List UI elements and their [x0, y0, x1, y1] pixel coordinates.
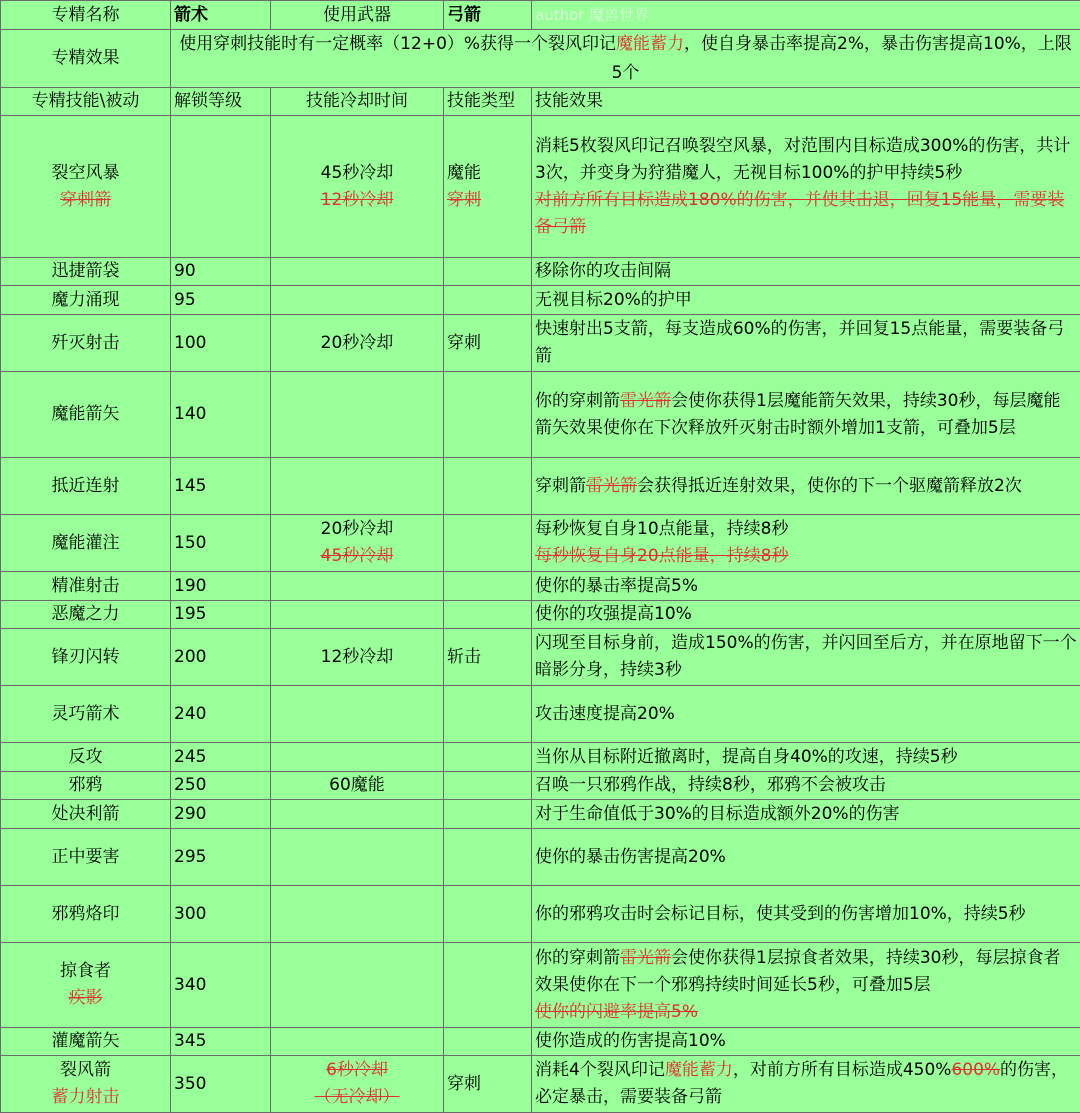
- skill-name: 魔能灌注: [1, 515, 171, 572]
- skill-effect: 消耗4个裂风印记魔能蓄力，对前方所有目标造成450%600%的伤害，必定暴击，需要装备弓箭: [532, 1056, 1080, 1113]
- spec-name-label: 专精名称: [1, 1, 171, 30]
- table-row: [1, 829, 1080, 886]
- skill-effect: 使你造成的伤害提高10%: [532, 1028, 1080, 1056]
- skill-type: [444, 829, 532, 886]
- skill-level: 245: [171, 743, 271, 772]
- skill-level: [171, 116, 271, 258]
- skill-effect: 无视目标20%的护甲: [532, 286, 1080, 315]
- skill-effect: 你的穿刺箭雷光箭会使你获得1层魔能箭矢效果，持续30秒，每层魔能箭矢效果使你在下次释放歼灭射击时额外增加1支箭，可叠加5层: [532, 372, 1080, 458]
- table-row: [1, 315, 1080, 372]
- skill-level: 145: [171, 458, 271, 515]
- skill-name: 抵近连射: [1, 458, 171, 515]
- skill-name: 灌魔箭矢: [1, 1028, 171, 1056]
- skill-level: 340: [171, 943, 271, 1028]
- skill-type-old: 穿刺: [447, 187, 528, 214]
- skill-name: 掠食者 疾影: [1, 943, 171, 1028]
- spec-effect-highlight: 魔能蓄力: [616, 34, 684, 54]
- skill-effect: 闪现至目标身前，造成150%的伤害，并闪回至后方，并在原地留下一个暗影分身，持续3秒: [532, 629, 1080, 686]
- col-skill: 专精技能\被动: [1, 88, 171, 116]
- skill-name: 迅捷箭袋: [1, 258, 171, 286]
- skill-cooldown: [271, 458, 444, 515]
- skill-effect-old: 每秒恢复自身20点能量，持续8秒: [535, 543, 1077, 570]
- skill-effect: 你的穿刺箭雷光箭会使你获得1层掠食者效果，持续30秒，每层掠食者效果使你在下一个邪鸦持续时间延长5秒，可叠加5层 使你的闪避率提高5%: [532, 943, 1080, 1028]
- table-row: [1, 116, 1080, 258]
- skill-effect: 消耗5枚裂风印记召唤裂空风暴，对范围内目标造成300%的伤害，共计3次，并变身为狩猎魔人，无视目标100%的护甲持续5秒 对前方所有目标造成180%的伤害，并使其击退，回复15能量，需要装备弓箭: [532, 116, 1080, 258]
- skill-type: 穿刺: [444, 315, 532, 372]
- skill-type: [444, 515, 532, 572]
- skill-level: 90: [171, 258, 271, 286]
- skill-level: 300: [171, 886, 271, 943]
- skill-effect: 当你从目标附近撤离时，提高自身40%的攻速，持续5秒: [532, 743, 1080, 772]
- skill-effect: 攻击速度提高20%: [532, 686, 1080, 743]
- table-row: [1, 800, 1080, 829]
- spec-effect-text: 使用穿刺技能时有一定概率（12+0）%获得一个裂风印记魔能蓄力，使自身暴击率提高2%，暴击伤害提高10%，上限5个: [171, 30, 1080, 88]
- skill-name-old: 蓄力射击: [4, 1084, 167, 1111]
- table-row: [1, 886, 1080, 943]
- skill-level: 150: [171, 515, 271, 572]
- skill-type: [444, 743, 532, 772]
- skill-cooldown: 45秒冷却 12秒冷却: [271, 116, 444, 258]
- skill-effect: 穿刺箭雷光箭会获得抵近连射效果，使你的下一个驱魔箭释放2次: [532, 458, 1080, 515]
- skill-effect: 使你的暴击率提高5%: [532, 572, 1080, 601]
- skill-cooldown: [271, 886, 444, 943]
- skill-level: 345: [171, 1028, 271, 1056]
- skill-name: 魔力涌现: [1, 286, 171, 315]
- table-row: [1, 943, 1080, 1028]
- skill-type: [444, 601, 532, 629]
- skill-effect-old: 使你的闪避率提高5%: [535, 999, 1077, 1026]
- skill-effect: 快速射出5支箭，每支造成60%的伤害，并回复15点能量，需要装备弓箭: [532, 315, 1080, 372]
- skill-level: 200: [171, 629, 271, 686]
- table-row: [1, 1028, 1080, 1056]
- table-row: [1, 772, 1080, 800]
- skill-name: 反攻: [1, 743, 171, 772]
- skill-level: 190: [171, 572, 271, 601]
- skill-level: 95: [171, 286, 271, 315]
- skill-name: 锋刃闪转: [1, 629, 171, 686]
- table-row: [1, 286, 1080, 315]
- watermark: author 魔兽世界: [535, 6, 649, 24]
- spec-name-value: 箭术: [171, 1, 271, 30]
- table-row: [1, 572, 1080, 601]
- skill-type: [444, 458, 532, 515]
- skill-type: [444, 286, 532, 315]
- skill-cooldown: [271, 943, 444, 1028]
- skill-type: 魔能 穿刺: [444, 116, 532, 258]
- skill-cooldown: [271, 258, 444, 286]
- skill-type: [444, 772, 532, 800]
- table-row: [1, 629, 1080, 686]
- skill-name: 歼灭射击: [1, 315, 171, 372]
- skill-name-old: 疾影: [4, 985, 167, 1012]
- skill-cooldown: [271, 829, 444, 886]
- skill-name: 恶魔之力: [1, 601, 171, 629]
- skill-type: [444, 686, 532, 743]
- skill-effect: 对于生命值低于30%的目标造成额外20%的伤害: [532, 800, 1080, 829]
- header-row: [1, 1, 1080, 30]
- skill-cooldown: [271, 286, 444, 315]
- spec-effect-row: [1, 30, 1080, 88]
- skill-level: 295: [171, 829, 271, 886]
- skill-cooldown: 20秒冷却: [271, 315, 444, 372]
- skill-cooldown: [271, 372, 444, 458]
- col-type: 技能类型: [444, 88, 532, 116]
- watermark-cell: [532, 1, 1080, 30]
- col-effect: 技能效果: [532, 88, 1080, 116]
- skill-name: 灵巧箭术: [1, 686, 171, 743]
- skill-type: [444, 886, 532, 943]
- skill-cooldown: 12秒冷却: [271, 629, 444, 686]
- skill-effect: 召唤一只邪鸦作战，持续8秒，邪鸦不会被攻击: [532, 772, 1080, 800]
- table-row: [1, 686, 1080, 743]
- skill-cooldown: [271, 686, 444, 743]
- skill-type: [444, 572, 532, 601]
- table-row: [1, 1056, 1080, 1113]
- skill-type: [444, 372, 532, 458]
- skill-cooldown: [271, 800, 444, 829]
- skill-cooldown: [271, 601, 444, 629]
- weapon-label: 使用武器: [271, 1, 444, 30]
- skill-cooldown-old: 45秒冷却: [274, 543, 440, 570]
- skill-cooldown: [271, 1028, 444, 1056]
- table-row: [1, 372, 1080, 458]
- skill-name: 裂风箭 蓄力射击: [1, 1056, 171, 1113]
- skill-cooldown: 20秒冷却 45秒冷却: [271, 515, 444, 572]
- skill-type: 斩击: [444, 629, 532, 686]
- skill-level: 250: [171, 772, 271, 800]
- skill-name: 魔能箭矢: [1, 372, 171, 458]
- skill-cooldown: [271, 572, 444, 601]
- skill-type: [444, 1028, 532, 1056]
- skill-name: 处决利箭: [1, 800, 171, 829]
- spec-effect-label: 专精效果: [1, 30, 171, 88]
- table-row: [1, 601, 1080, 629]
- skill-name: 精准射击: [1, 572, 171, 601]
- skill-type: [444, 943, 532, 1028]
- skill-cooldown: 60魔能: [271, 772, 444, 800]
- skill-effect: 移除你的攻击间隔: [532, 258, 1080, 286]
- skill-level: 290: [171, 800, 271, 829]
- skill-effect: 你的邪鸦攻击时会标记目标，使其受到的伤害增加10%，持续5秒: [532, 886, 1080, 943]
- skill-effect: 使你的攻强提高10%: [532, 601, 1080, 629]
- skill-name: 裂空风暴 穿刺箭: [1, 116, 171, 258]
- col-cooldown: 技能冷却时间: [271, 88, 444, 116]
- skill-cooldown: 6秒冷却 （无冷却）: [271, 1056, 444, 1113]
- table-row: [1, 743, 1080, 772]
- skill-level: 100: [171, 315, 271, 372]
- weapon-value: 弓箭: [444, 1, 532, 30]
- skill-level: 195: [171, 601, 271, 629]
- skill-effect: 使你的暴击伤害提高20%: [532, 829, 1080, 886]
- col-level: 解锁等级: [171, 88, 271, 116]
- skill-effect-old: 对前方所有目标造成180%的伤害，并使其击退，回复15能量，需要装备弓箭: [535, 187, 1077, 241]
- skill-name-old: 穿刺箭: [4, 187, 167, 214]
- table-row: [1, 515, 1080, 572]
- column-header-row: [1, 88, 1080, 116]
- skill-level: 350: [171, 1056, 271, 1113]
- table-row: [1, 258, 1080, 286]
- skill-type: [444, 258, 532, 286]
- skill-level: 140: [171, 372, 271, 458]
- skill-cooldown-old: 12秒冷却: [274, 187, 440, 214]
- skill-type: 穿刺: [444, 1056, 532, 1113]
- skill-name: 正中要害: [1, 829, 171, 886]
- skill-type: [444, 800, 532, 829]
- skill-effect: 每秒恢复自身10点能量，持续8秒 每秒恢复自身20点能量，持续8秒: [532, 515, 1080, 572]
- skill-level: 240: [171, 686, 271, 743]
- skill-name: 邪鸦: [1, 772, 171, 800]
- skill-cooldown: [271, 743, 444, 772]
- table-row: [1, 458, 1080, 515]
- skill-name: 邪鸦烙印: [1, 886, 171, 943]
